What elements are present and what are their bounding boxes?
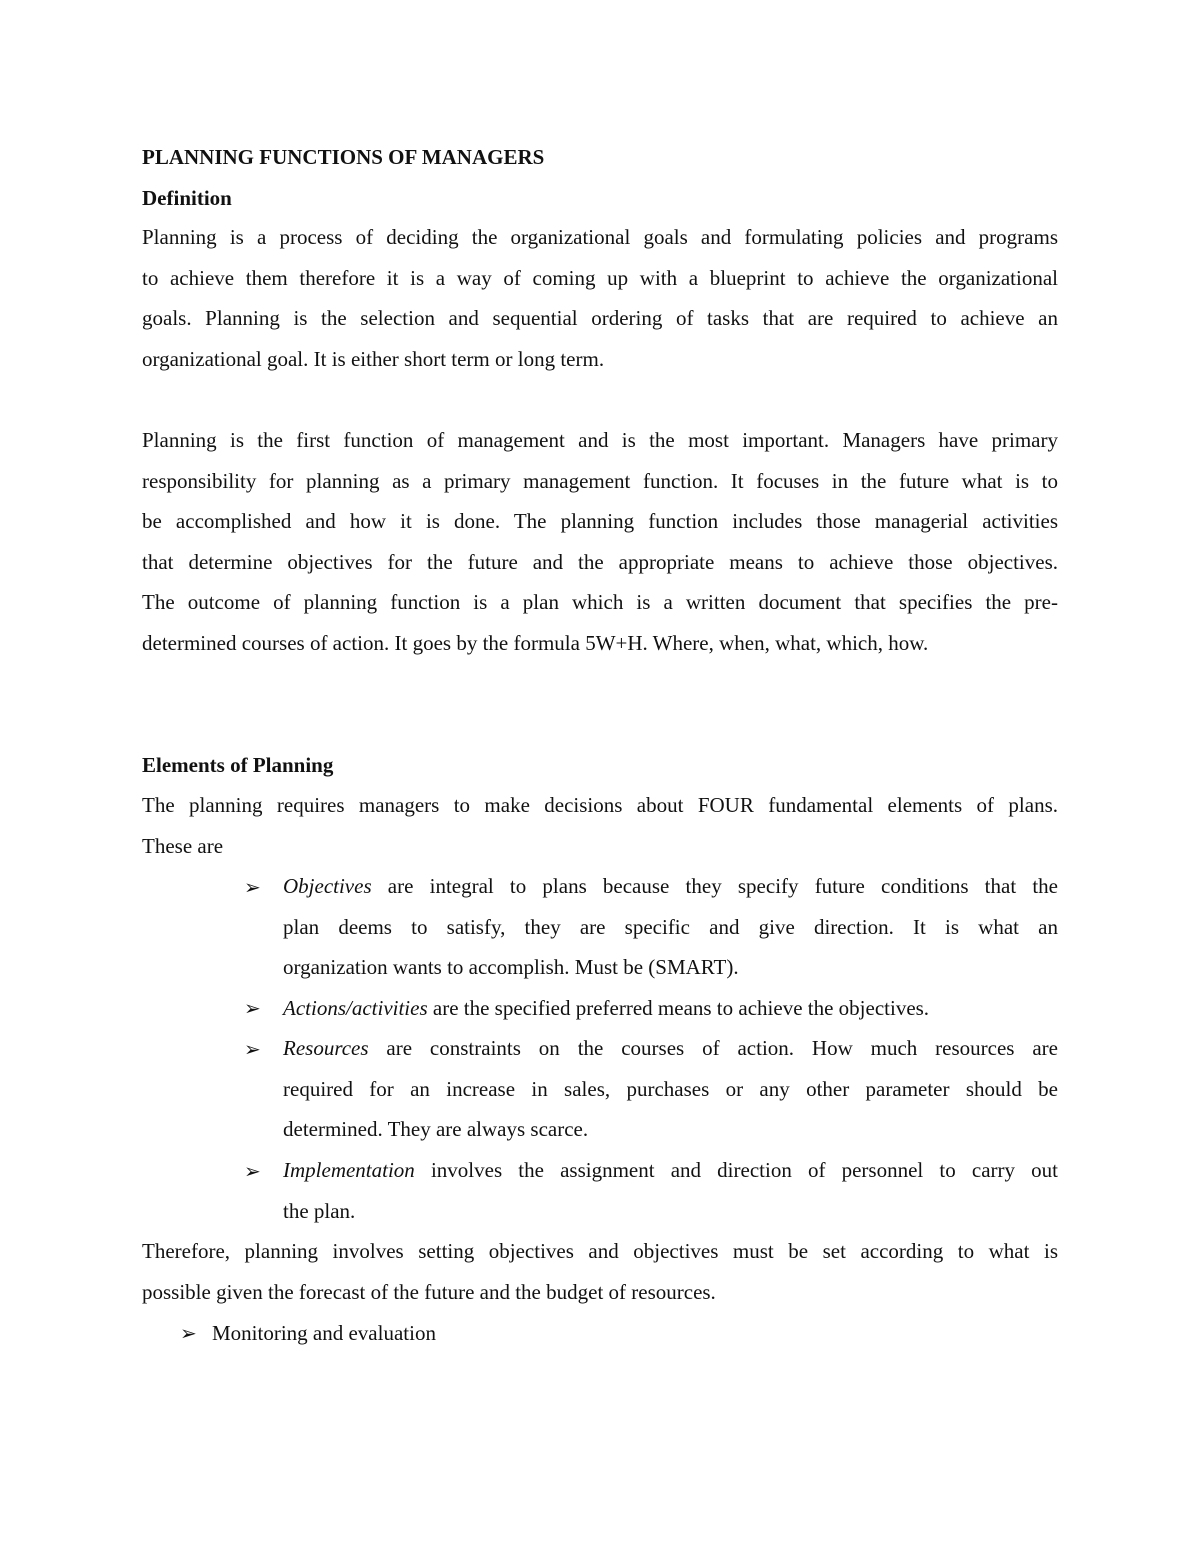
bullet-item-objectives xyxy=(283,866,1058,988)
paragraph-line: to achieve them therefore it is a way of coming up with a blueprint to achieve the organizational xyxy=(142,265,1058,290)
bullet-term: Implementation xyxy=(283,1158,415,1182)
definition-heading: Definition xyxy=(142,186,232,210)
paragraph-line: responsibility for planning as a primary management function. It focuses in the future what is to xyxy=(142,468,1058,493)
paragraph-line: Planning is the first function of management and is the most important. Managers have primary xyxy=(142,428,1058,452)
bullet-term: Objectives xyxy=(283,874,372,898)
arrow-bullet-icon: ➢ xyxy=(180,1321,197,1345)
bullet-first-line xyxy=(283,988,1058,1029)
elements-intro xyxy=(142,785,1058,866)
paragraph-line: organizational goal. It is either short term or long term. xyxy=(142,346,605,371)
bullet-line: the plan. xyxy=(283,1198,356,1223)
paragraph-line: that determine objectives for the future and the appropriate means to achieve those objectives. xyxy=(142,549,1058,574)
arrow-bullet-icon: ➢ xyxy=(244,875,261,899)
conclusion-paragraph xyxy=(142,1231,1058,1312)
bullet-text: are constraints on the courses of action. How much resources are xyxy=(368,1036,1058,1060)
paragraph-line: be accomplished and how it is done. The planning function includes those managerial activities xyxy=(142,509,1058,534)
bullet-term: Resources xyxy=(283,1036,369,1060)
definition-paragraph-1 xyxy=(142,217,1058,379)
bullet-line: required for an increase in sales, purchases or any other parameter should be xyxy=(283,1076,1058,1101)
page-title: PLANNING FUNCTIONS OF MANAGERS xyxy=(142,145,545,169)
monitoring-evaluation-item: Monitoring and evaluation xyxy=(212,1321,436,1345)
bullet-first-line xyxy=(283,866,1058,907)
paragraph-line: Planning is a process of deciding the organizational goals and formulating policies and programs xyxy=(142,225,1058,249)
elements-heading: Elements of Planning xyxy=(142,753,334,777)
arrow-bullet-icon: ➢ xyxy=(244,1159,261,1183)
paragraph-line: The planning requires managers to make decisions about FOUR fundamental elements of plans. xyxy=(142,793,1058,817)
bullet-first-line xyxy=(283,1028,1058,1069)
bullet-text: involves the assignment and direction of personnel to carry out xyxy=(414,1158,1058,1182)
bullet-line: plan deems to satisfy, they are specific and give direction. It is what an xyxy=(283,914,1058,939)
bullet-item-resources xyxy=(283,1028,1058,1150)
paragraph-line: determined courses of action. It goes by the formula 5W+H. Where, when, what, which, how. xyxy=(142,630,929,655)
bullet-term: Actions/activities xyxy=(283,996,428,1020)
bullet-first-line xyxy=(283,1150,1058,1191)
definition-paragraph-2 xyxy=(142,420,1058,664)
paragraph-line: goals. Planning is the selection and sequential ordering of tasks that are required to achieve an xyxy=(142,306,1058,331)
bullet-line: organization wants to accomplish. Must be (SMART). xyxy=(283,955,739,980)
arrow-bullet-icon: ➢ xyxy=(244,1037,261,1061)
paragraph-line: These are xyxy=(142,833,224,858)
bullet-line: determined. They are always scarce. xyxy=(283,1117,589,1142)
bullet-item-actions xyxy=(283,988,1058,1029)
paragraph-line: The outcome of planning function is a plan which is a written document that specifies the pre- xyxy=(142,590,1058,615)
bullet-text: are integral to plans because they specify future conditions that the xyxy=(371,874,1058,898)
bullet-text: are the specified preferred means to achieve the objectives. xyxy=(427,996,930,1020)
paragraph-line: Therefore, planning involves setting objectives and objectives must be set according to what is xyxy=(142,1239,1058,1263)
arrow-bullet-icon: ➢ xyxy=(244,996,261,1020)
paragraph-line: possible given the forecast of the future and the budget of resources. xyxy=(142,1279,716,1304)
bullet-item-implementation xyxy=(283,1150,1058,1231)
